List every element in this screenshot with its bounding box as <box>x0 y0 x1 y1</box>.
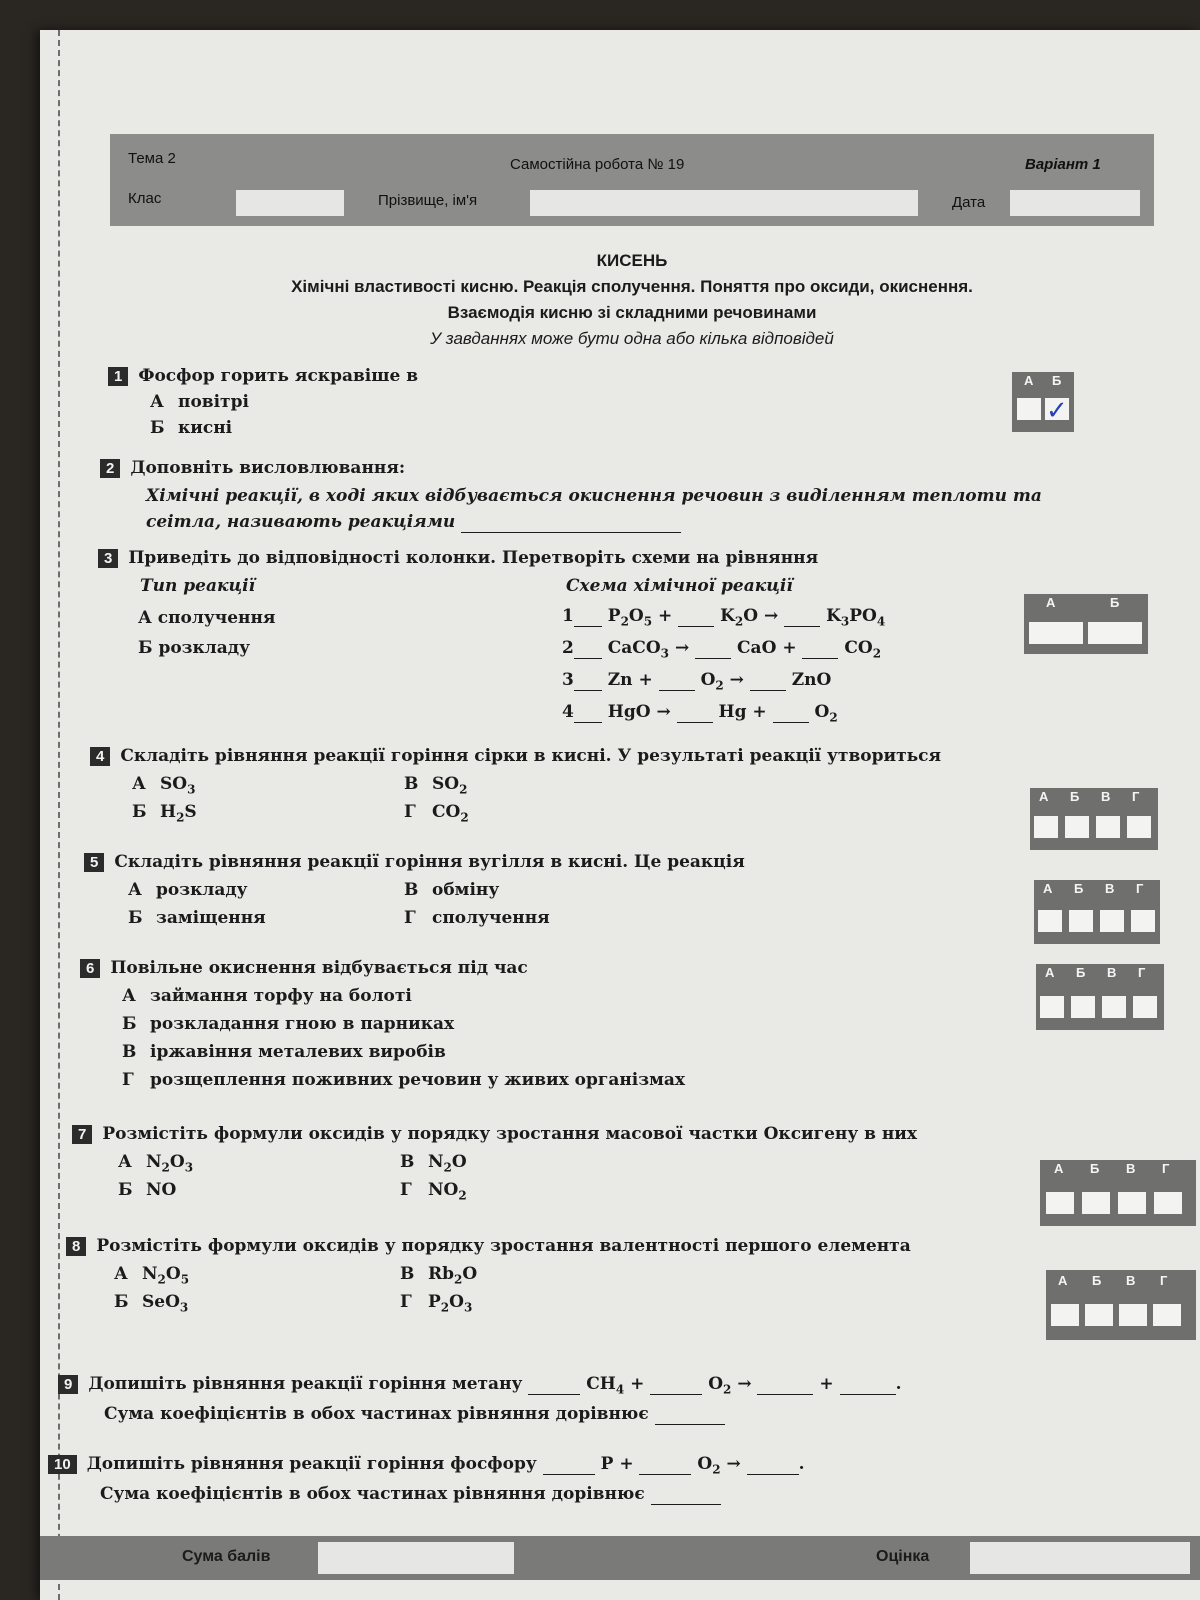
option-a: А сполучення <box>138 608 276 628</box>
question-5 <box>84 852 745 872</box>
question-number: 6 <box>80 959 100 978</box>
question-3 <box>98 548 818 568</box>
question-number: 10 <box>48 1455 77 1474</box>
question-10: 10 Допишіть рівняння реакції горіння фосфору P + $O_2$ → . <box>48 1454 805 1476</box>
answer-cell[interactable] <box>1118 1192 1146 1214</box>
question-number: 1 <box>108 367 128 386</box>
grade-label: Оцінка <box>876 1548 930 1565</box>
option-a: А займання торфу на болоті <box>122 986 412 1006</box>
answer-cell[interactable] <box>1153 1304 1181 1326</box>
title-block <box>110 248 1154 352</box>
option-b: Б $H_2S$ <box>132 802 197 825</box>
answer-cell[interactable] <box>1133 996 1157 1018</box>
answer-cell[interactable] <box>1034 816 1058 838</box>
answer-cell[interactable] <box>1102 996 1126 1018</box>
answer-grid-q3: А Б <box>1024 594 1148 654</box>
question-text: Доповніть висловлювання: <box>130 458 406 478</box>
score-label: Сума балів <box>182 1548 271 1565</box>
option-a: А $N_2O_3$ <box>118 1152 194 1175</box>
answer-cell[interactable] <box>1119 1304 1147 1326</box>
question-number: 3 <box>98 549 118 568</box>
footer-bar <box>40 1536 1200 1580</box>
answer-grid-q5: А Б В Г <box>1034 880 1160 944</box>
option-v: В $SO_2$ <box>404 774 468 797</box>
answer-cell[interactable] <box>1038 910 1062 932</box>
question-text: Складіть рівняння реакції горіння вугілля в кисні. Це реакція <box>114 852 745 872</box>
answer-cell[interactable] <box>1131 910 1155 932</box>
option-a: А повітрі <box>150 392 249 412</box>
answer-cell[interactable] <box>1082 1192 1110 1214</box>
option-v: В іржавіння металевих виробів <box>122 1042 446 1062</box>
answer-cell-a[interactable] <box>1029 622 1083 644</box>
score-field[interactable] <box>318 1542 514 1574</box>
subtitle-line-1: Хімічні властивості кисню. Реакція сполучення. Поняття про оксиди, окиснення. <box>291 277 973 296</box>
answer-grid-q8: А Б В Г <box>1046 1270 1196 1340</box>
answer-cell[interactable] <box>1051 1304 1079 1326</box>
question-6 <box>80 958 528 978</box>
option-a: А $N_2O_5$ <box>114 1264 190 1287</box>
question-9: 9 Допишіть рівняння реакції горіння метану $CH_4$ + $O_2$ → + . <box>58 1374 902 1396</box>
question-2 <box>100 458 405 478</box>
answer-cell[interactable] <box>1154 1192 1182 1214</box>
answer-cell[interactable] <box>1069 910 1093 932</box>
statement-line-2: сеітла, називають реакціями <box>146 512 681 533</box>
option-v: В $N_2O$ <box>400 1152 467 1175</box>
option-a: А $SO_3$ <box>132 774 196 797</box>
statement-line-1: Хімічні реакції, в ході яких відбувається окиснення речовин з виділенням теплоти та <box>146 486 1042 506</box>
answer-grid-q4: А Б В Г <box>1030 788 1158 850</box>
coefficient-sum-9: Сума коефіцієнтів в обох частинах рівняння дорівнює <box>104 1404 725 1425</box>
option-g: Г $P_2O_3$ <box>400 1292 473 1315</box>
answer-cell[interactable] <box>1100 910 1124 932</box>
equation-1: 1 $P_2O_5$ + $K_2O$ → $K_3PO_4$ <box>562 606 886 629</box>
question-number: 8 <box>66 1237 86 1256</box>
answer-cell[interactable] <box>1127 816 1151 838</box>
question-8 <box>66 1236 911 1256</box>
grade-field[interactable] <box>970 1542 1190 1574</box>
answer-cell[interactable] <box>1046 1192 1074 1214</box>
name-field[interactable] <box>530 190 918 216</box>
option-v: В обміну <box>404 880 500 900</box>
option-b: Б кисні <box>150 418 233 438</box>
instructions-note: У завданнях може бути одна або кілька відповідей <box>430 329 834 348</box>
checkmark-icon: ✓ <box>1046 396 1068 426</box>
question-text: Складіть рівняння реакції горіння сірки в кисні. У результаті реакції утвориться <box>120 746 942 766</box>
question-number: 9 <box>58 1375 78 1394</box>
question-number: 4 <box>90 747 110 766</box>
option-a: А розкладу <box>128 880 248 900</box>
answer-cell[interactable] <box>1071 996 1095 1018</box>
variant-label: Варіант 1 <box>1025 156 1101 173</box>
answer-grid-q7: А Б В Г <box>1040 1160 1196 1226</box>
main-title: КИСЕНЬ <box>596 251 668 270</box>
option-b: Б заміщення <box>128 908 266 928</box>
equation-4: 4 HgO → Hg + $O_2$ <box>562 702 838 725</box>
name-label: Прізвище, ім'я <box>378 192 478 209</box>
answer-grid-q6: А Б В Г <box>1036 964 1164 1030</box>
topic-label: Тема 2 <box>128 150 176 167</box>
question-text: Розмістіть формули оксидів у порядку зростання валентності першого елемента <box>96 1236 911 1256</box>
column-heading-type: Тип реакції <box>140 576 256 596</box>
option-b: Б NO <box>118 1180 177 1200</box>
option-g: Г сполучення <box>404 908 550 928</box>
question-7 <box>72 1124 917 1144</box>
option-b: Б розкладу <box>138 638 251 658</box>
question-1 <box>108 366 418 386</box>
question-number: 2 <box>100 459 120 478</box>
work-title: Самостійна робота № 19 <box>510 156 685 173</box>
question-text: Допишіть рівняння реакції горіння фосфору <box>86 1454 537 1474</box>
answer-grid-q1: А Б <box>1012 372 1074 432</box>
answer-cell[interactable] <box>1065 816 1089 838</box>
answer-cell[interactable] <box>1085 1304 1113 1326</box>
answer-cell-a[interactable] <box>1017 398 1041 420</box>
date-field[interactable] <box>1010 190 1140 216</box>
option-g: Г $NO_2$ <box>400 1180 467 1203</box>
option-v: В $Rb_2O$ <box>400 1264 478 1287</box>
coefficient-sum-10: Сума коефіцієнтів в обох частинах рівняння дорівнює <box>100 1484 721 1505</box>
equation-2: 2 CaCO$_3$ → CaO + $CO_2$ <box>562 638 882 661</box>
option-b: Б розкладання гною в парниках <box>122 1014 455 1034</box>
option-g: Г $CO_2$ <box>404 802 469 825</box>
option-b: Б SeO$_3$ <box>114 1292 189 1315</box>
answer-blank[interactable] <box>461 512 681 533</box>
class-label: Клас <box>128 190 162 207</box>
answer-cell-b[interactable] <box>1088 622 1142 644</box>
question-text: Приведіть до відповідності колонки. Перетворіть схеми на рівняння <box>128 548 819 568</box>
answer-cell[interactable] <box>1096 816 1120 838</box>
answer-cell[interactable] <box>1040 996 1064 1018</box>
question-number: 7 <box>72 1125 92 1144</box>
question-text: Допишіть рівняння реакції горіння метану <box>88 1374 523 1394</box>
question-text: Повільне окиснення відбувається під час <box>110 958 528 978</box>
subtitle-line-2: Взаємодія кисню зі складними речовинами <box>447 303 817 322</box>
option-g: Г розщеплення поживних речовин у живих організмах <box>122 1070 686 1090</box>
header-bar <box>110 134 1154 226</box>
question-4 <box>90 746 941 766</box>
column-heading-scheme: Схема хімічної реакції <box>566 576 793 596</box>
question-text: Розмістіть формули оксидів у порядку зростання масової частки Оксигену в них <box>102 1124 918 1144</box>
equation-3: 3 Zn + $O_2$ → ZnO <box>562 670 832 693</box>
question-number: 5 <box>84 853 104 872</box>
class-field[interactable] <box>236 190 344 216</box>
date-label: Дата <box>952 194 986 211</box>
question-text: Фосфор горить яскравіше в <box>138 366 419 386</box>
